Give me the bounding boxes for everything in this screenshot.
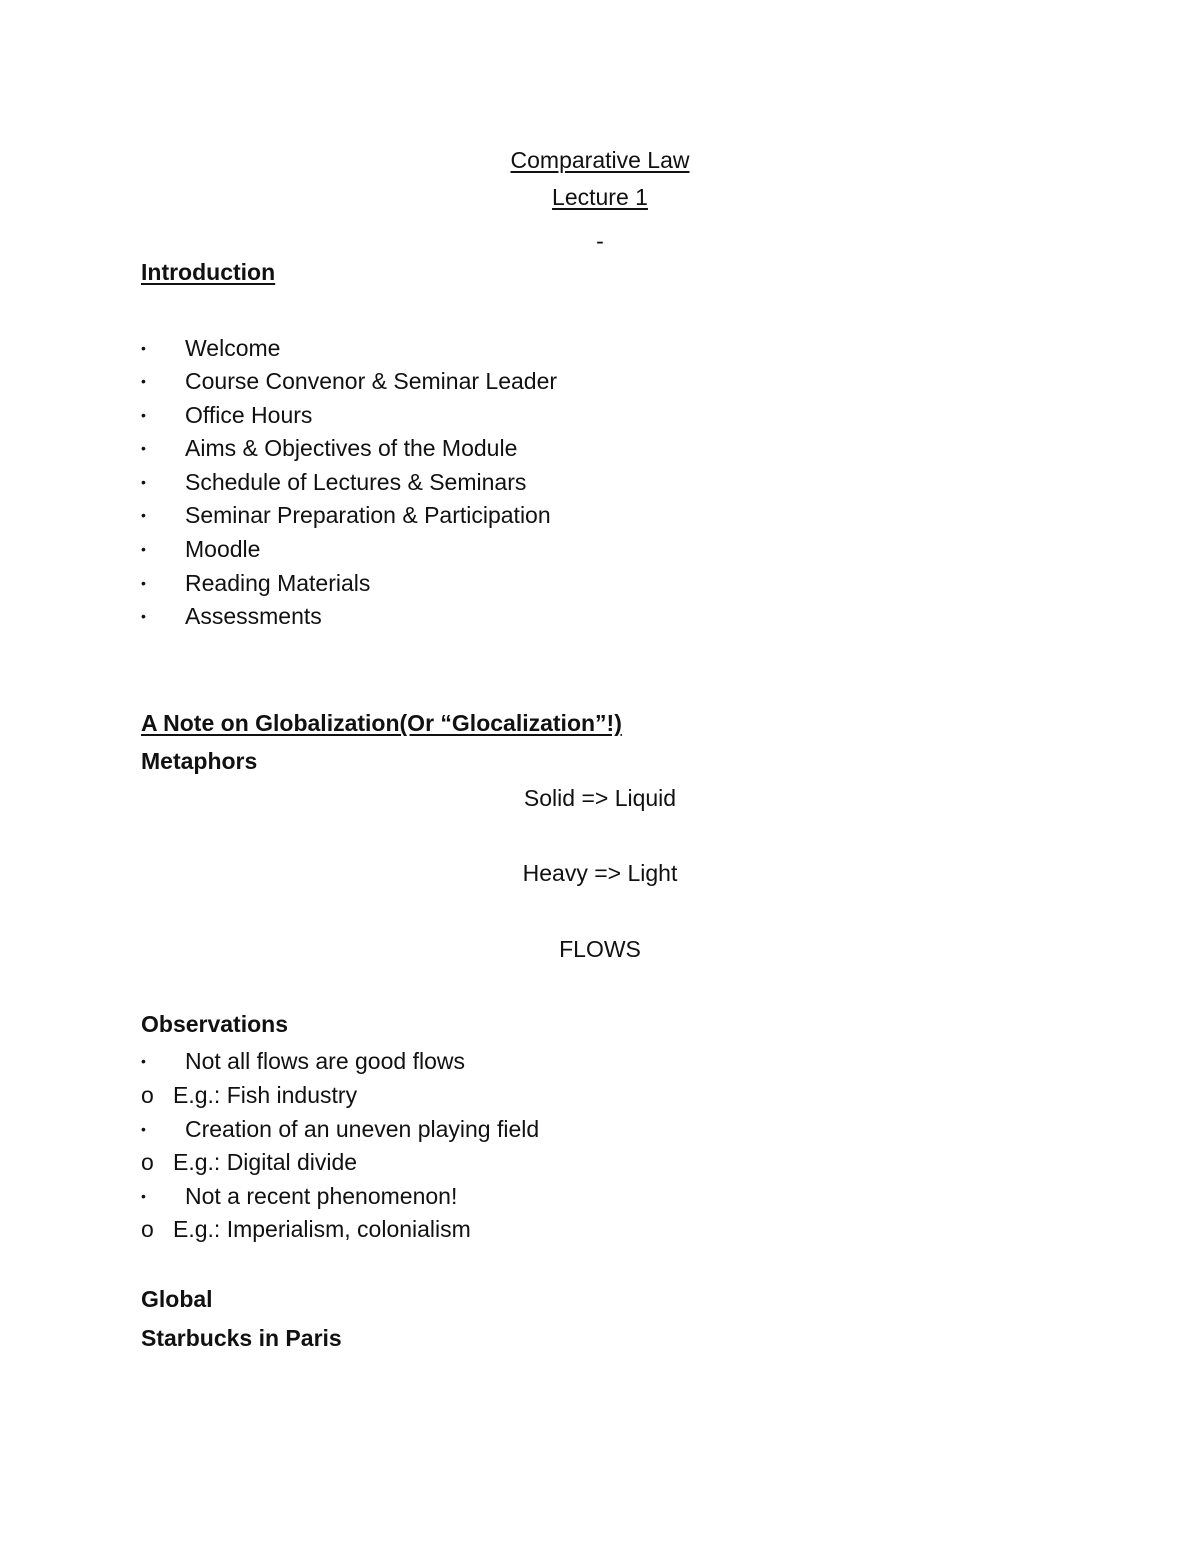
bullet-icon: • [141, 1053, 146, 1069]
globalization-heading: A Note on Globalization(Or “Glocalization”!) [141, 710, 622, 736]
sub-bullet-icon: o [141, 1082, 154, 1108]
observations-heading: Observations [141, 1011, 288, 1037]
list-item: Reading Materials [185, 570, 371, 596]
observation-point: Not all flows are good flows [185, 1048, 465, 1074]
observation-point: Creation of an uneven playing field [185, 1116, 540, 1142]
bullet-icon: • [141, 373, 146, 389]
sub-bullet-icon: o [141, 1216, 154, 1242]
list-item: Seminar Preparation & Participation [185, 502, 551, 528]
list-item: Course Convenor & Seminar Leader [185, 368, 558, 394]
observation-example: E.g.: Digital divide [173, 1149, 358, 1175]
bullet-icon: • [141, 507, 146, 523]
list-item: Office Hours [185, 402, 313, 428]
global-subheading: Starbucks in Paris [141, 1325, 342, 1351]
metaphor-line: Solid => Liquid [523, 785, 677, 811]
bullet-icon: • [141, 1121, 146, 1137]
sub-bullet-icon: o [141, 1149, 154, 1175]
bullet-icon: • [141, 1188, 146, 1204]
observation-example: E.g.: Fish industry [173, 1082, 358, 1108]
bullet-icon: • [141, 407, 146, 423]
list-item: Welcome [185, 335, 281, 361]
metaphors-heading: Metaphors [141, 748, 258, 774]
bullet-icon: • [141, 340, 146, 356]
observation-point: Not a recent phenomenon! [185, 1183, 458, 1209]
global-heading: Global [141, 1286, 213, 1312]
bullet-icon: • [141, 440, 146, 456]
bullet-icon: • [141, 575, 146, 591]
document-subtitle: Lecture 1 [552, 184, 648, 210]
metaphor-line: FLOWS [559, 936, 641, 962]
list-item: Assessments [185, 603, 322, 629]
list-item: Moodle [185, 536, 261, 562]
bullet-icon: • [141, 608, 146, 624]
bullet-icon: • [141, 541, 146, 557]
document-title: Comparative Law [510, 147, 690, 173]
introduction-heading: Introduction [141, 259, 276, 285]
bullet-icon: • [141, 474, 146, 490]
separator: - [596, 228, 604, 254]
observation-example: E.g.: Imperialism, colonialism [173, 1216, 471, 1242]
metaphor-line: Heavy => Light [522, 860, 678, 886]
list-item: Aims & Objectives of the Module [185, 435, 518, 461]
list-item: Schedule of Lectures & Seminars [185, 469, 527, 495]
